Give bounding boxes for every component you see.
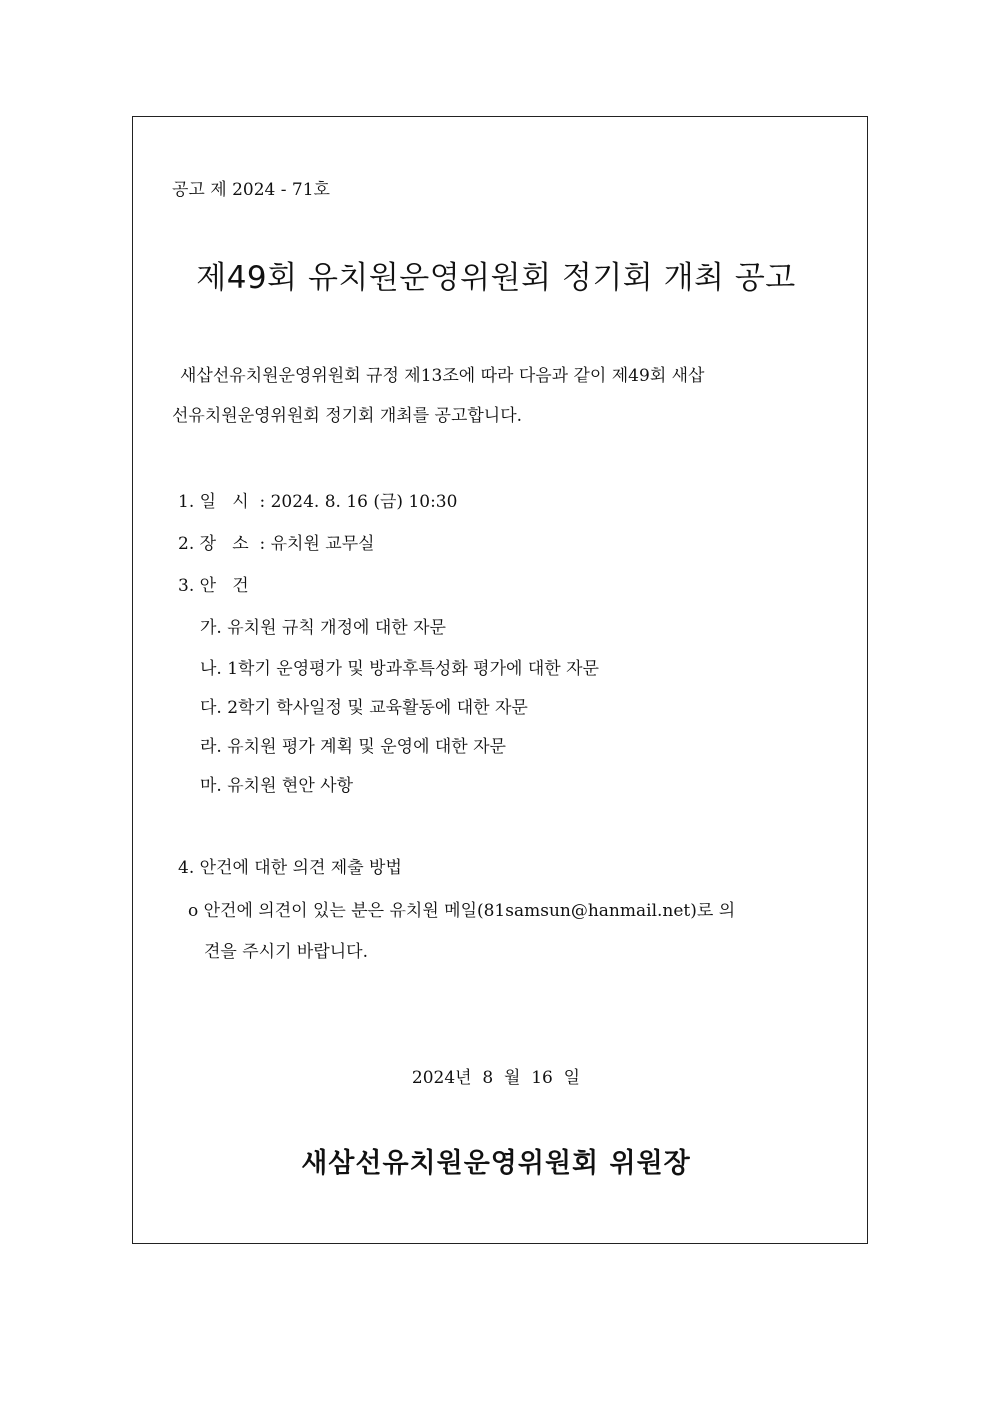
signer-name: 새삼선유치원운영위원회 위원장 bbox=[301, 1148, 691, 1179]
issue-date: 2024년 8 월 16 일 bbox=[411, 1068, 581, 1088]
opinion-heading: 4. 안건에 대한 의견 제출 방법 bbox=[178, 858, 402, 878]
meeting-place-item: 2. 장 소 : 유치원 교무실 bbox=[178, 534, 375, 554]
notice-number: 공고 제 2024 - 71호 bbox=[172, 180, 330, 200]
agenda-item: 가. 유치원 규칙 개정에 대한 자문 bbox=[200, 618, 446, 638]
agenda-item: 마. 유치원 현안 사항 bbox=[200, 776, 353, 796]
document-title: 제49회 유치원운영위원회 정기회 개최 공고 bbox=[196, 260, 796, 296]
agenda-heading: 3. 안 건 bbox=[178, 576, 249, 596]
opinion-line-1: o 안건에 의견이 있는 분은 유치원 메일(81samsun@hanmail.net)로 의 bbox=[188, 901, 736, 921]
agenda-item: 다. 2학기 학사일정 및 교육활동에 대한 자문 bbox=[200, 698, 528, 718]
intro-line-2: 선유치원운영위원회 정기회 개최를 공고합니다. bbox=[172, 406, 523, 426]
agenda-item: 나. 1학기 운영평가 및 방과후특성화 평가에 대한 자문 bbox=[200, 659, 599, 679]
agenda-item: 라. 유치원 평가 계획 및 운영에 대한 자문 bbox=[200, 737, 506, 757]
opinion-line-2: 견을 주시기 바랍니다. bbox=[204, 942, 369, 962]
intro-line-1: 새삽선유치원운영위원회 규정 제13조에 따라 다음과 같이 제49회 새삽 bbox=[180, 366, 705, 386]
meeting-date-item: 1. 일 시 : 2024. 8. 16 (금) 10:30 bbox=[178, 492, 458, 512]
